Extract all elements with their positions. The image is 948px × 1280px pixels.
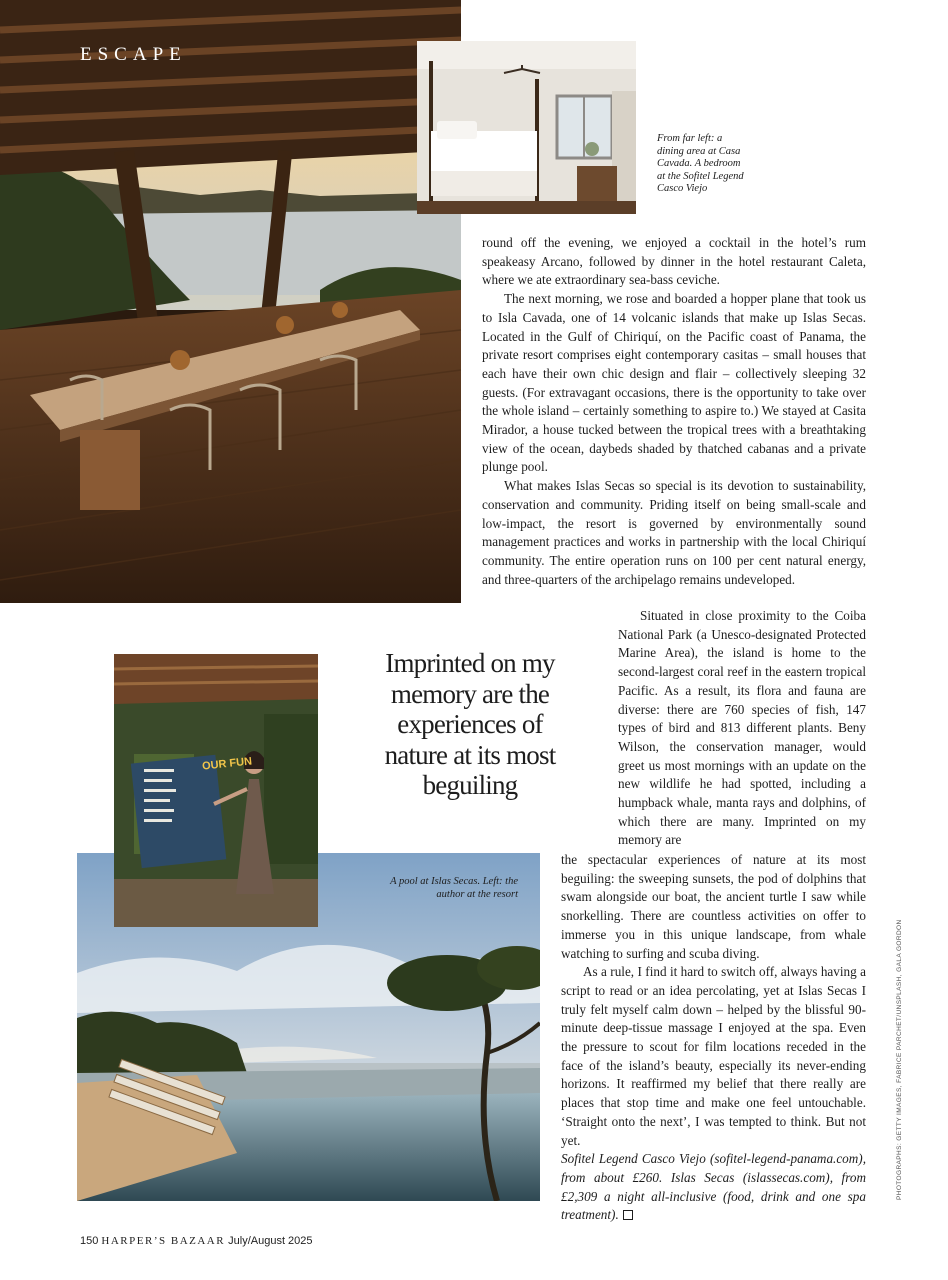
paragraph: As a rule, I find it hard to switch off, always having a script to read or an idea percolating, yet at Islas Secas I truly felt myself calm down – helped by the blissful 90-minute deep-tissue massage I enjoyed at the spa. Even the pressure to scout for film locations receded in the face of the island’s beauty, especially its never-ending horizons. It reaffirmed my belief that there really are places that stop time and make one feel untouchable. ‘Straight onto the next’, I was tempted to think. But not yet. [561, 964, 866, 1148]
body-column-bottom [561, 851, 866, 1225]
folio [80, 1235, 313, 1247]
author-photo [114, 654, 318, 927]
paragraph: the spectacular experiences of nature at its most beguiling: the sweeping sunsets, the pod of dolphins that swam alongside our boat, the ancient turtle I saw while snorkelling. There are countless activities on offer to immerse you in this unique landscape, from whale watching to surfing and scuba diving. [561, 852, 866, 961]
pool-caption: A pool at Islas Secas. Left: the author at the resort [390, 876, 518, 900]
issue-date: July/August 2025 [228, 1235, 313, 1247]
paragraph: round off the evening, we enjoyed a cocktail in the hotel’s rum speakeasy Arcano, followed by dinner in the hotel restaurant Caleta, where we ate extraordinary sea-bass ceviche. [482, 235, 866, 288]
page-number: 150 [80, 1235, 99, 1247]
paragraph: Situated in close proximity to the Coiba National Park (a Unesco-designated Protected Marine Area), the island is home to the second-largest coral reef in the eastern tropical Pacific. As a result, its flora and fauna are diverse: there are 760 species of fish, 147 types of bird and 813 different plants. Beny Wilson, the conservation manager, would greet us most mornings with an update on the new wildlife he had spotted, including a humpback whale, manta rays and dolphins, of which there are many. Imprinted on my memory are [618, 608, 866, 848]
photo-credit: PHOTOGRAPHS: GETTY IMAGES, FABRICE PARCHET/UNSPLASH, GALA GORDON [896, 919, 903, 1200]
bedroom-photo [417, 41, 636, 214]
end-mark [623, 1210, 633, 1220]
hotel-details: Sofitel Legend Casco Viejo (sofitel-legend-panama.com), from about £260. Islas Secas (islassecas.com), from £2,309 a night all-inclusive (food, drink and one spa treatment). [561, 1151, 866, 1223]
board-text: OUR FUN [201, 755, 253, 773]
magazine-name: HARPER’S BAZAAR [101, 1235, 226, 1247]
dining-deck-photo [0, 0, 461, 603]
bedroom-caption: From far left: a dining area at Casa Cavada. A bedroom at the Sofitel Legend Casco Viejo [657, 133, 744, 194]
body-column-narrow [618, 607, 866, 850]
paragraph: The next morning, we rose and boarded a hopper plane that took us to Isla Cavada, one of 14 volcanic islands that make up Islas Secas. Located in the Gulf of Chiriquí, on the Pacific coast of Panama, the private resort comprises eight contemporary casitas – small houses that each have their own chic design and flair – collectively sleeping 32 guests. (For extravagant occasions, there is the opportunity to take over the whole island – certainly something to aspire to.) We stayed at Casita Mirador, a house tucked between the tropical trees with a breathtaking view of the ocean, daybeds shaded by thatched cabanas and a private plunge pool. [482, 291, 866, 475]
pull-quote: Imprinted on my memory are the experiences of nature at its most beguiling [384, 648, 556, 800]
paragraph: What makes Islas Secas so special is its devotion to sustainability, conservation and community. Priding itself on being small-scale and low-impact, the resort is governed by environmentally sound management practices and works in partnership with the local Chiriquí community. The entire operation runs on 100 per cent natural energy, and three-quarters of the archipelago remains undeveloped. [482, 478, 866, 587]
section-label: ESCAPE [80, 44, 187, 65]
body-column-top [482, 234, 866, 589]
